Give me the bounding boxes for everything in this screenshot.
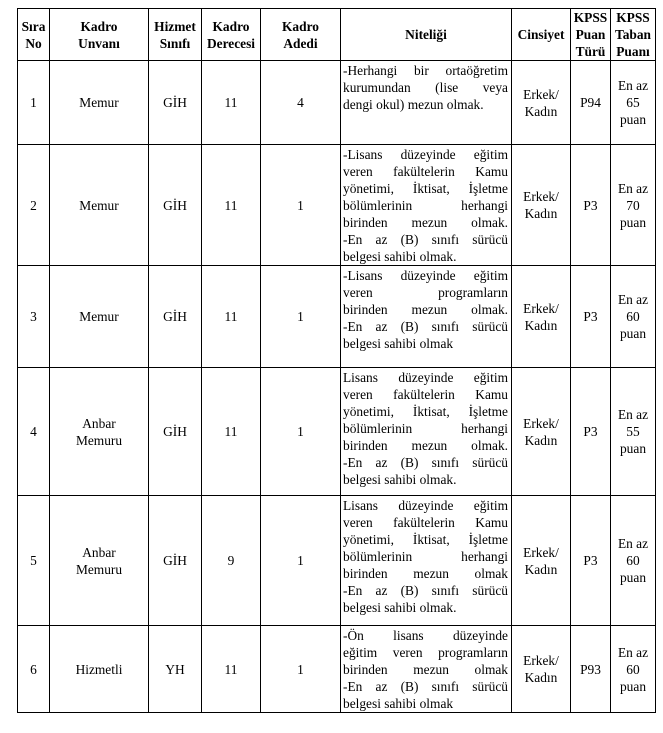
cell-cinsiyet-line: Erkek/ [523, 300, 559, 316]
cell-kadro-adedi: 1 [261, 145, 341, 266]
header-kadro-adedi-line: Adedi [283, 35, 318, 51]
cell-kpss-taban-puani [611, 145, 656, 266]
cell-sira-no: 4 [18, 368, 50, 496]
cell-cinsiyet-line: Erkek/ [523, 544, 559, 560]
cell-kpss-puan-turu: P93 [571, 626, 611, 713]
niteligi-line: kurumundan (lise veya [343, 80, 508, 95]
cell-cinsiyet [512, 626, 571, 713]
table-row [18, 496, 656, 626]
cell-kpss-puan-turu: P3 [571, 496, 611, 626]
cell-kpss-taban-puani [611, 368, 656, 496]
header-niteligi: Niteliği [341, 9, 512, 61]
niteligi-line: birinden mezun olmak. [343, 215, 508, 230]
header-kpss-taban-puani-line: Taban [615, 27, 651, 42]
table-row [18, 61, 656, 145]
cell-kpss-puan-turu: P94 [571, 61, 611, 145]
cell-kpss-taban-puani-line: puan [619, 112, 647, 127]
header-kpss-puan-turu-line: KPSS [573, 10, 608, 25]
cell-hizmet-sinifi: YH [149, 626, 202, 713]
cell-kadro-derecesi: 11 [202, 626, 261, 713]
table-row [18, 626, 656, 713]
header-row [18, 9, 656, 61]
cell-kadro-unvani [50, 626, 149, 713]
cell-kadro-adedi: 4 [261, 61, 341, 145]
cell-kadro-derecesi: 11 [202, 61, 261, 145]
header-kadro-adedi-line: Kadro [282, 18, 319, 34]
cell-kpss-taban-puani-line: puan [619, 441, 647, 456]
niteligi-line: -Lisans düzeyinde eğitim [343, 268, 508, 283]
cell-cinsiyet-line: Kadın [524, 432, 558, 448]
header-kadro-derecesi [202, 9, 261, 61]
header-kadro-adedi [261, 9, 341, 61]
header-hizmet-sinifi-line: Hizmet [154, 18, 196, 34]
cell-kadro-adedi: 1 [261, 368, 341, 496]
header-kpss-taban-puani [611, 9, 656, 61]
cell-kadro-unvani [50, 145, 149, 266]
header-sira-no-line: Sıra [21, 18, 46, 34]
cell-kpss-taban-puani-line: En az [617, 536, 649, 551]
cell-hizmet-sinifi: GİH [149, 368, 202, 496]
cell-kadro-unvani [50, 368, 149, 496]
header-hizmet-sinifi-line: Sınıfı [159, 35, 191, 51]
niteligi-line: belgesi sahibi olmak. [343, 472, 457, 487]
cell-kadro-unvani-line: Memur [79, 95, 119, 110]
header-kpss-taban-puani-line: Puanı [616, 44, 650, 59]
niteligi-line: -Lisans düzeyinde eğitim [343, 147, 508, 162]
cell-cinsiyet [512, 368, 571, 496]
niteligi-line: dengi okul) mezun olmak. [343, 97, 484, 112]
cell-hizmet-sinifi: GİH [149, 266, 202, 368]
cell-kpss-taban-puani-line: puan [619, 678, 647, 694]
cell-kadro-derecesi: 11 [202, 145, 261, 266]
cell-kpss-taban-puani [611, 496, 656, 626]
niteligi-line: Lisans düzeyinde eğitim [343, 370, 508, 385]
cell-kadro-adedi: 1 [261, 496, 341, 626]
cell-kpss-taban-puani-line: puan [619, 570, 647, 585]
cell-kpss-taban-puani-line: 65 [626, 95, 640, 110]
cell-niteligi [341, 61, 512, 145]
cell-kpss-taban-puani-line: puan [619, 214, 647, 230]
header-kpss-puan-turu [571, 9, 611, 61]
niteligi-line: birinden mezun olmak [343, 662, 508, 677]
cell-kadro-unvani-line: Memur [79, 309, 119, 324]
cell-kpss-puan-turu: P3 [571, 368, 611, 496]
niteligi-line: -En az (B) sınıfı sürücü [343, 455, 508, 470]
cell-kpss-taban-puani-line: En az [617, 78, 649, 93]
cell-kadro-unvani-line: Memuru [75, 432, 123, 448]
header-kpss-puan-turu-line: Türü [575, 44, 606, 59]
niteligi-line: yönetimi, İktisat, İşletme [343, 404, 508, 419]
niteligi-line: bölümlerinin herhangi [343, 198, 508, 213]
table-body [18, 61, 656, 713]
cell-cinsiyet [512, 61, 571, 145]
cell-kadro-unvani-line: Hizmetli [75, 661, 123, 677]
cell-kpss-taban-puani-line: En az [617, 407, 649, 422]
niteligi-line: birinden mezun olmak. [343, 438, 508, 453]
cell-sira-no: 1 [18, 61, 50, 145]
cell-hizmet-sinifi: GİH [149, 496, 202, 626]
cell-sira-no: 3 [18, 266, 50, 368]
cell-kpss-taban-puani-line: En az [617, 180, 649, 196]
cell-cinsiyet-line: Erkek/ [523, 415, 559, 431]
header-kadro-derecesi-line: Derecesi [206, 35, 256, 51]
niteligi-line: veren fakültelerin Kamu [343, 164, 508, 179]
niteligi-line: eğitim veren programların [343, 645, 508, 660]
niteligi-line: veren fakültelerin Kamu [343, 515, 508, 530]
niteligi-line: bölümlerinin herhangi [343, 421, 508, 436]
cell-cinsiyet-line: Kadın [524, 670, 558, 685]
header-kadro-derecesi-line: Kadro [212, 18, 250, 34]
cell-niteligi [341, 496, 512, 626]
cell-kadro-unvani-line: Anbar [82, 544, 116, 560]
table-row [18, 266, 656, 368]
cell-kadro-derecesi: 11 [202, 266, 261, 368]
niteligi-line: veren fakültelerin Kamu [343, 387, 508, 402]
niteligi-line: -En az (B) sınıfı sürücü [343, 583, 508, 598]
niteligi-line: -En az (B) sınıfı sürücü [343, 679, 508, 694]
niteligi-line: belgesi sahibi olmak [343, 696, 454, 711]
cell-kadro-adedi: 1 [261, 626, 341, 713]
niteligi-line: belgesi sahibi olmak. [343, 600, 457, 615]
header-kadro-unvani [50, 9, 149, 61]
cell-kadro-unvani [50, 496, 149, 626]
header-sira-no [18, 9, 50, 61]
header-cinsiyet: Cinsiyet [512, 9, 571, 61]
header-hizmet-sinifi [149, 9, 202, 61]
cell-cinsiyet-line: Kadın [524, 317, 558, 333]
table-row [18, 145, 656, 266]
niteligi-line: Lisans düzeyinde eğitim [343, 498, 508, 513]
cell-cinsiyet [512, 145, 571, 266]
niteligi-line: birinden mezun olmak. [343, 302, 508, 317]
cell-kpss-taban-puani-line: 60 [626, 309, 640, 324]
cell-kpss-taban-puani-line: 60 [626, 661, 640, 677]
cell-kadro-unvani [50, 61, 149, 145]
cell-kadro-unvani [50, 266, 149, 368]
cell-cinsiyet-line: Erkek/ [523, 653, 559, 668]
table-row [18, 368, 656, 496]
cell-kadro-adedi: 1 [261, 266, 341, 368]
cell-sira-no: 2 [18, 145, 50, 266]
cell-kpss-taban-puani-line: 55 [626, 424, 640, 439]
niteligi-line: bölümlerinin herhangi [343, 549, 508, 564]
cell-cinsiyet-line: Kadın [524, 206, 558, 221]
cell-kpss-taban-puani [611, 626, 656, 713]
niteligi-line: yönetimi, İktisat, İşletme [343, 181, 508, 196]
cell-kadro-derecesi: 9 [202, 496, 261, 626]
cell-niteligi [341, 368, 512, 496]
cell-cinsiyet [512, 496, 571, 626]
cell-cinsiyet [512, 266, 571, 368]
cell-kpss-taban-puani-line: En az [617, 292, 649, 307]
cell-kadro-unvani-line: Memuru [75, 561, 123, 577]
header-kadro-unvani-line: Unvanı [78, 35, 120, 51]
cell-kadro-unvani-line: Memur [79, 197, 119, 213]
cell-niteligi [341, 145, 512, 266]
header-kpss-puan-turu-line: Puan [575, 27, 606, 42]
cell-kpss-puan-turu: P3 [571, 145, 611, 266]
niteligi-line: belgesi sahibi olmak. [343, 249, 457, 264]
cell-niteligi [341, 266, 512, 368]
cell-cinsiyet-line: Erkek/ [523, 189, 559, 204]
cell-cinsiyet-line: Erkek/ [523, 86, 559, 102]
cell-sira-no: 5 [18, 496, 50, 626]
cell-kpss-taban-puani-line: 70 [626, 197, 640, 213]
niteligi-line: -En az (B) sınıfı sürücü [343, 319, 508, 334]
niteligi-line: belgesi sahibi olmak [343, 336, 454, 351]
kadro-table [17, 8, 656, 713]
cell-cinsiyet-line: Kadın [524, 103, 558, 119]
niteligi-line: -Ön lisans düzeyinde [343, 628, 508, 643]
cell-kpss-taban-puani-line: puan [619, 326, 647, 341]
cell-niteligi [341, 626, 512, 713]
niteligi-line: -En az (B) sınıfı sürücü [343, 232, 508, 247]
cell-kpss-taban-puani [611, 266, 656, 368]
cell-kpss-taban-puani [611, 61, 656, 145]
cell-cinsiyet-line: Kadın [524, 561, 558, 577]
cell-kpss-taban-puani-line: En az [617, 644, 649, 660]
header-sira-no-line: No [25, 35, 42, 51]
cell-kpss-puan-turu: P3 [571, 266, 611, 368]
niteligi-line: veren programların [343, 285, 508, 300]
cell-kpss-taban-puani-line: 60 [626, 553, 640, 568]
header-kadro-unvani-line: Kadro [80, 18, 118, 34]
cell-kadro-derecesi: 11 [202, 368, 261, 496]
niteligi-line: birinden mezun olmak [343, 566, 508, 581]
cell-hizmet-sinifi: GİH [149, 61, 202, 145]
cell-hizmet-sinifi: GİH [149, 145, 202, 266]
niteligi-line: -Herhangi bir ortaöğretim [343, 63, 508, 78]
cell-kadro-unvani-line: Anbar [82, 415, 116, 431]
cell-sira-no: 6 [18, 626, 50, 713]
header-kpss-taban-puani-line: KPSS [616, 10, 650, 25]
niteligi-line: yönetimi, İktisat, İşletme [343, 532, 508, 547]
